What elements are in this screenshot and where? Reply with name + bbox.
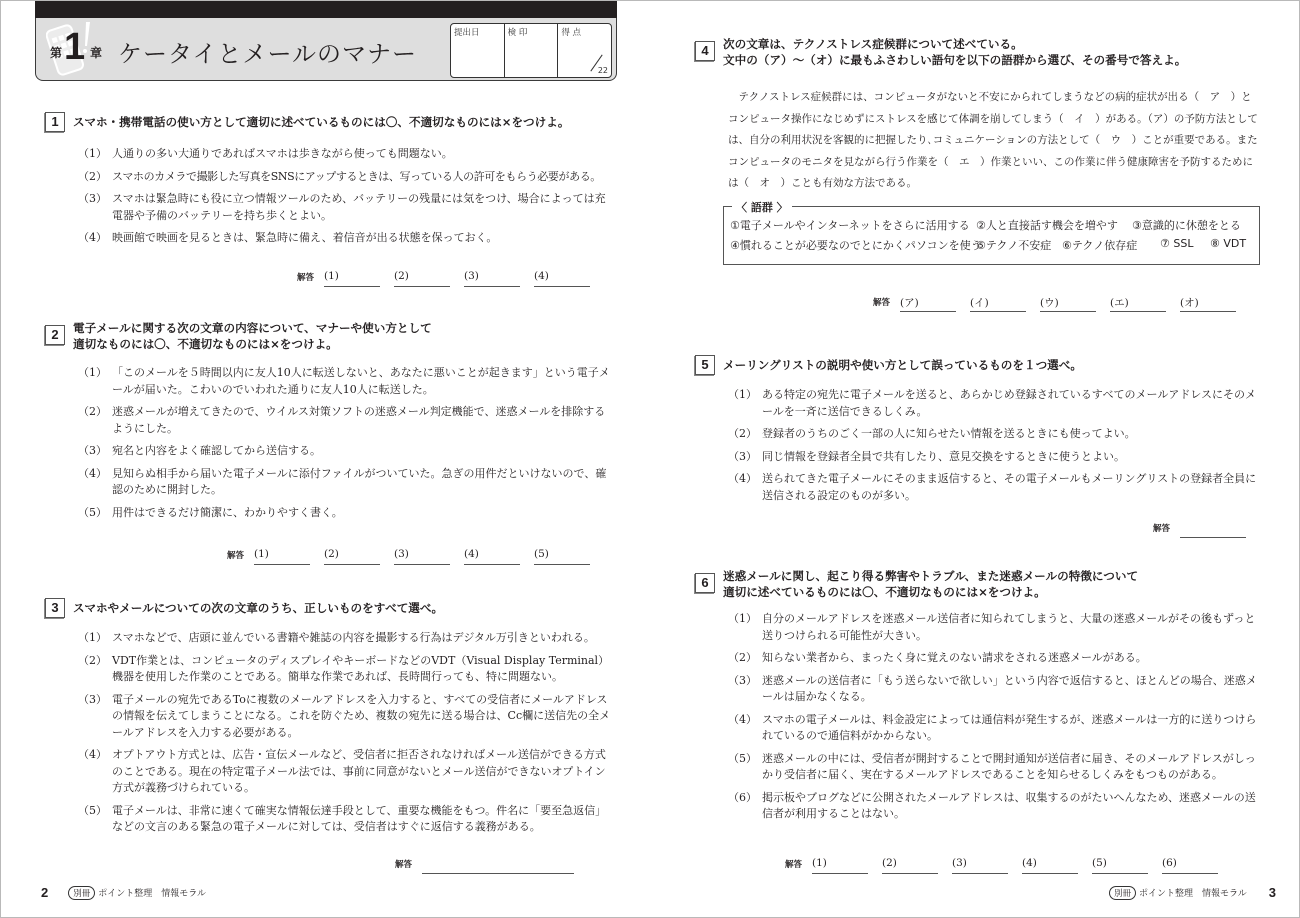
- item-text: 人通りの多い大通りであればスマホは歩きながら使っても問題ない。: [112, 147, 453, 160]
- item-text: 「このメールを５時間以内に友人10人に転送しないと、あなたに悪いことが起きます」という電子メールが届いた。こわいのでいわれた通りに友人10人に転送した。: [112, 366, 610, 396]
- answer-slot-label: (3): [952, 857, 967, 869]
- item-label: （1）: [78, 631, 107, 644]
- answer-field[interactable]: [952, 857, 1008, 874]
- answer-label: 解答: [873, 298, 891, 308]
- answer-field[interactable]: [1180, 295, 1236, 312]
- list-item: [78, 747, 613, 797]
- word-bank-item: ⑥テクノ依存症: [1062, 239, 1138, 252]
- item-label: （2）: [78, 653, 107, 667]
- list-item: [728, 673, 1258, 706]
- list-item: [728, 387, 1258, 420]
- item-text: 見知らぬ相手から届いた電子メールに添付ファイルがついていた。急ぎの用件だといけないので、確認のために開封した。: [112, 466, 607, 496]
- answer-label: 解答: [1153, 524, 1171, 534]
- list-item: [78, 443, 613, 460]
- list-item: [78, 169, 613, 186]
- grading-box: [450, 23, 612, 78]
- item-label: （2）: [78, 169, 107, 183]
- answer-slot-label: (4): [464, 548, 479, 560]
- item-label: （2）: [78, 405, 107, 418]
- answer-field[interactable]: [324, 548, 380, 565]
- word-bank-item: ③意識的に休憩をとる: [1132, 219, 1241, 232]
- item-label: （3）: [78, 192, 107, 205]
- word-bank-item: ⑦ SSL: [1160, 237, 1194, 250]
- list-item: [728, 426, 1258, 443]
- item-label: （4）: [728, 712, 757, 726]
- item-text: 電子メールは、非常に速くて確実な情報伝達手段として、重要な機能をもつ。件名に「要至急返信」などの文言のある緊急の電子メールに対しては、受信者はすぐに返信する義務がある。: [112, 803, 607, 833]
- answer-slot-label: (5): [1092, 857, 1107, 869]
- passage: テクノストレス症候群には、コンピュータがないと不安にかられてしまうなどの病的症状が出る（ ア ）とコンピュータ操作になじめずにストレスを感じて体調を崩してしまう（ イ ）がある。（ア）の予防方法としては、自分の利用状況を客観的に把握したり､コミュニケーションの方法として（ ウ ）ことが重要である。またコンピュータのモニタを見ながら行う作業を（ エ ）作業といい、この作業に伴う健康障害を予防するためには（ オ ）ことも有効な方法である。: [728, 91, 1258, 189]
- score-cell[interactable]: [558, 24, 611, 77]
- item-text: 送られてきた電子メールにそのまま返信すると、その電子メールもメーリングリストの登録者全員に送信される設定のものが多い。: [762, 472, 1257, 502]
- heading-line: 電子メールに関する次の文章の内容について、マナーや使い方として: [73, 321, 432, 335]
- question-items: [78, 146, 613, 253]
- question-number: 4: [695, 41, 715, 61]
- item-label: （4）: [78, 231, 107, 244]
- page-footer-left: [41, 885, 206, 900]
- item-label: （4）: [728, 472, 757, 485]
- answer-slot-label: (イ): [970, 297, 989, 309]
- answer-field[interactable]: [422, 857, 574, 874]
- item-label: （3）: [78, 444, 107, 457]
- list-item: [78, 803, 613, 836]
- score-label: 得 点: [561, 28, 582, 38]
- answer-slot-label: (1): [812, 857, 827, 869]
- item-text: 電子メールの宛先であるToに複数のメールアドレスを入力すると、すべての受信者にメールアドレスの情報を伝えてしまうことになる。これを防ぐため、複数の宛先に送る場合は、Cc欄に送信先の全メールアドレスを入力する必要がある。: [112, 692, 611, 739]
- answer-label: 解答: [227, 551, 245, 561]
- item-text: 自分のメールアドレスを迷惑メール送信者に知られてしまうと、大量の迷惑メールがその後もずっと送りつけられる可能性が大きい。: [762, 612, 1256, 642]
- item-text: ある特定の宛先に電子メールを送ると、あらかじめ登録されているすべてのメールアドレスにそのメールを一斉に送信できるしくみ。: [762, 388, 1257, 418]
- item-text: 掲示板やブログなどに公開されたメールアドレスは、収集するのがたいへんなため、迷惑メールの送信者が利用することはない。: [762, 790, 1256, 820]
- item-text: 知らない業者から、まったく身に覚えのない請求をされる迷惑メールがある。: [762, 651, 1147, 664]
- answer-slot-label: (2): [324, 548, 339, 560]
- item-text: スマホは緊急時にも役に立つ情報ツールのため、バッテリーの残量には気をつけ、場合によっては充電器や予備のバッテリーを持ち歩くとよい。: [112, 192, 606, 222]
- list-item: [78, 191, 613, 224]
- answer-slot-label: (1): [254, 548, 269, 560]
- question-number: 1: [45, 112, 65, 132]
- question-heading: スマホやメールについての次の文章のうち、正しいものをすべて選べ。: [73, 601, 444, 615]
- item-label: （2）: [728, 651, 757, 664]
- answer-field[interactable]: [324, 270, 380, 287]
- heading-line: 適切なものには〇、不適切なものには×をつけよ。: [73, 337, 338, 351]
- item-text: スマホの電子メールは、料金設定によっては通信料が発生するが、迷惑メールは一方的に送りつけられているので通信料がかからない。: [762, 712, 1257, 742]
- heading-line: 文中の（ア）～（オ）に最もふさわしい語句を以下の語群から選び、その番号で答えよ。: [723, 53, 1187, 67]
- item-label: （1）: [78, 147, 107, 160]
- item-label: （3）: [728, 449, 757, 463]
- answer-slot-label: (オ): [1180, 297, 1199, 309]
- page-number: 3: [1268, 885, 1276, 900]
- answer-label: 解答: [297, 273, 315, 283]
- item-text: 迷惑メールの中には、受信者が開封することで開封通知が送信者に届き、そのメールアドレスがしっかり受信者に届く、実在するメールアドレスであることを知らせるしくみをもつものがある。: [762, 751, 1256, 781]
- answer-slot-label: (4): [1022, 857, 1037, 869]
- page-footer-right: [1109, 885, 1276, 900]
- answer-slot-label: (6): [1162, 857, 1177, 869]
- list-item: [728, 712, 1258, 745]
- answer-field[interactable]: [464, 548, 520, 565]
- item-label: （1）: [78, 366, 107, 379]
- list-item: [78, 230, 613, 247]
- item-text: 登録者のうちのごく一部の人に知らせたい情報を送るときにも使ってよい。: [762, 427, 1136, 440]
- answer-slot-label: (4): [534, 270, 549, 282]
- list-item: [78, 404, 613, 437]
- item-text: 迷惑メールが増えてきたので、ウイルス対策ソフトの迷惑メール判定機能で、迷惑メールを排除するようにした。: [112, 405, 606, 435]
- chapter-number: 1: [64, 26, 86, 68]
- answer-field[interactable]: [534, 548, 590, 565]
- answer-field[interactable]: [464, 270, 520, 287]
- heading-line: 次の文章は、テクノストレス症候群について述べている。: [723, 37, 1023, 51]
- inspection-label: 検 印: [507, 28, 528, 38]
- answer-slot-label: (ウ): [1040, 297, 1059, 309]
- question-items: [728, 611, 1258, 829]
- answer-field[interactable]: [394, 270, 450, 287]
- answer-slot-label: (2): [394, 270, 409, 282]
- list-item: [78, 505, 613, 522]
- item-label: （3）: [78, 692, 107, 706]
- list-item: [728, 611, 1258, 644]
- question-number: 5: [695, 355, 715, 375]
- answer-slot-label: (エ): [1110, 297, 1129, 309]
- answer-field[interactable]: [812, 857, 868, 874]
- item-label: （4）: [78, 466, 107, 480]
- item-text: 用件はできるだけ簡潔に、わかりやすく書く。: [112, 505, 343, 519]
- answer-row-q2: [227, 548, 604, 565]
- answer-field[interactable]: [1092, 857, 1148, 874]
- word-bank-item: ①電子メールやインターネットをさらに活用する: [730, 219, 970, 232]
- item-label: （5）: [78, 505, 107, 519]
- answer-slot-label: (3): [464, 270, 479, 282]
- footer-label: ポイント整理 情報モラル: [1139, 889, 1247, 899]
- right-page: [651, 1, 1299, 917]
- left-page: [1, 1, 651, 917]
- answer-row-q4: [873, 295, 1250, 312]
- chapter-header: [35, 18, 617, 81]
- heading-line: 適切に述べているものには〇、不適切なものには×をつけよ。: [723, 585, 1046, 599]
- item-text: スマホなどで、店頭に並んでいる書籍や雑誌の内容を撮影する行為はデジタル万引きといわれる。: [112, 631, 595, 644]
- item-text: VDT作業とは、コンピュータのディスプレイやキーボードなどのVDT（Visual Display Terminal）機器を使用した作業のことである。簡単な作業であれば、長時間行っても、特に問題ない。: [112, 653, 610, 683]
- item-text: 映画館で映画を見るときは、緊急時に備え、着信音が出る状態を保っておく。: [112, 231, 498, 244]
- answer-slot-label: (5): [534, 548, 549, 560]
- answer-field[interactable]: [970, 295, 1026, 312]
- list-item: [728, 650, 1258, 667]
- answer-label: 解答: [785, 860, 803, 870]
- question-heading: [723, 568, 1138, 600]
- list-item: [78, 653, 613, 686]
- inspection-cell[interactable]: [505, 24, 559, 77]
- word-bank-item: ②人と直接話す機会を増やす: [976, 219, 1118, 232]
- chapter-suffix: 章: [90, 46, 103, 60]
- item-label: （1）: [728, 388, 757, 401]
- submit-date-label: 提出日: [454, 28, 480, 38]
- item-label: （6）: [728, 790, 757, 804]
- list-item: [728, 751, 1258, 784]
- footer-label: ポイント整理 情報モラル: [98, 889, 206, 899]
- page-number: 2: [41, 885, 49, 900]
- chapter-prefix: 第: [50, 46, 63, 60]
- word-bank-item: ⑧ VDT: [1210, 237, 1247, 250]
- score-total: 22: [597, 66, 609, 75]
- answer-field[interactable]: [1022, 857, 1078, 874]
- list-item: [78, 146, 613, 163]
- item-text: 迷惑メールの送信者に「もう送らないで欲しい」という内容で返信すると、ほとんどの場合、迷惑メールは届かなくなる。: [762, 673, 1257, 703]
- list-item: [728, 449, 1258, 466]
- question-heading: メーリングリストの説明や使い方として誤っているものを１つ選べ。: [723, 358, 1082, 372]
- submit-date-cell[interactable]: [451, 24, 505, 77]
- list-item: [78, 692, 613, 742]
- chapter-title: ケータイとメールのマナー: [118, 40, 418, 68]
- answer-slot-label: (3): [394, 548, 409, 560]
- supplement-badge: 別冊: [68, 886, 95, 900]
- question-items: [78, 630, 613, 842]
- question-items: [78, 365, 613, 527]
- question-heading: スマホ・携帯電話の使い方として適切に述べているものには〇、不適切なものには×をつけよ。: [73, 115, 570, 129]
- item-label: （5）: [78, 803, 107, 817]
- list-item: [728, 471, 1258, 504]
- list-item: [728, 790, 1258, 823]
- answer-row-q6: [785, 857, 1232, 874]
- item-label: （2）: [728, 427, 757, 440]
- answer-row-q3: [395, 857, 588, 874]
- item-label: （5）: [728, 751, 757, 765]
- answer-field[interactable]: [1180, 521, 1246, 538]
- question-number: 3: [45, 598, 65, 618]
- word-bank-item: ④慣れることが必要なのでとにかくパソコンを使う: [730, 239, 982, 252]
- answer-row-q1: [297, 270, 604, 287]
- answer-field[interactable]: [254, 548, 310, 565]
- word-bank: [723, 201, 1260, 265]
- answer-slot-label: (ア): [900, 297, 919, 309]
- word-bank-title: 〈 語群 〉: [732, 199, 792, 215]
- answer-field[interactable]: [1040, 295, 1096, 312]
- question-items: [728, 387, 1258, 510]
- list-item: [78, 365, 613, 398]
- item-label: （1）: [728, 612, 757, 625]
- item-text: 宛名と内容をよく確認してから送信する。: [112, 444, 321, 457]
- list-item: [78, 466, 613, 499]
- answer-slot-label: (2): [882, 857, 897, 869]
- answer-label: 解答: [395, 860, 413, 870]
- question-heading: [723, 36, 1186, 68]
- item-label: （4）: [78, 748, 107, 761]
- chapter-header-bar: [35, 1, 617, 18]
- question-number: 6: [695, 573, 715, 593]
- question-heading: [73, 320, 432, 352]
- question-number: 2: [45, 325, 65, 345]
- answer-field[interactable]: [1110, 295, 1166, 312]
- answer-field[interactable]: [1162, 857, 1218, 874]
- answer-row-q5: [1153, 521, 1260, 538]
- item-text: 同じ情報を登録者全員で共有したり、意見交換をするときに使うとよい。: [762, 449, 1125, 463]
- item-text: オプトアウト方式とは、広告・宣伝メールなど、受信者に拒否されなければメール送信ができる方式のことである。現在の特定電子メール法では、事前に同意がないとメール送信ができないオプトイン方式が義務づけられている。: [112, 748, 606, 794]
- answer-field[interactable]: [394, 548, 450, 565]
- list-item: [78, 630, 613, 647]
- answer-field[interactable]: [882, 857, 938, 874]
- heading-line: 迷惑メールに関し、起こり得る弊害やトラブル、また迷惑メールの特徴について: [723, 569, 1139, 583]
- item-label: （3）: [728, 673, 757, 687]
- answer-field[interactable]: [900, 295, 956, 312]
- item-text: スマホのカメラで撮影した写真をSNSにアップするときは、写っている人の許可をもらう必要がある。: [112, 169, 601, 183]
- answer-field[interactable]: [534, 270, 590, 287]
- supplement-badge: 別冊: [1109, 886, 1136, 900]
- answer-slot-label: (1): [324, 270, 339, 282]
- word-bank-item: ⑤テクノ不安症: [976, 239, 1052, 252]
